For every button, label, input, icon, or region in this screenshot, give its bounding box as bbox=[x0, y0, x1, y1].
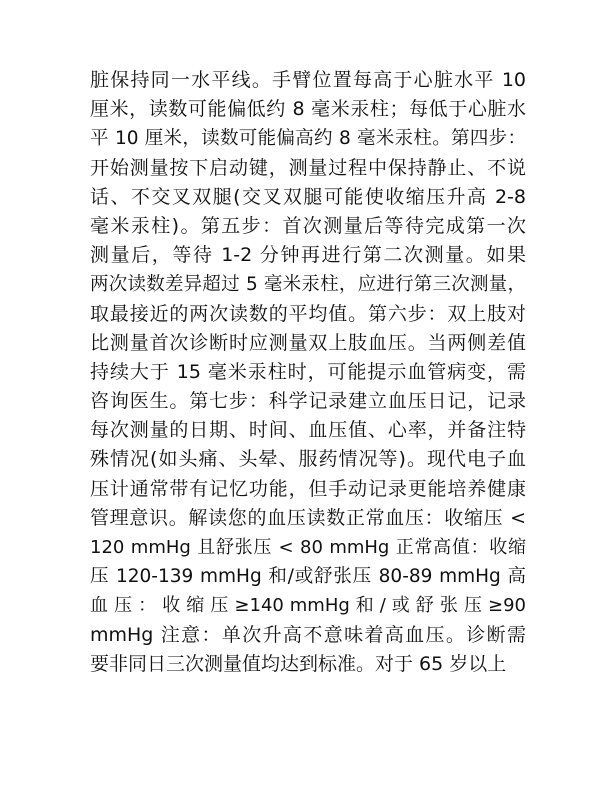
text-line: 持续大于 15 毫米汞柱时，可能提示血管病变，需 bbox=[90, 360, 526, 383]
text-line: 压计通常带有记忆功能，但手动记录更能培养健康 bbox=[90, 477, 526, 500]
text-line: 咨询医生。第七步：科学记录建立血压日记，记录 bbox=[90, 390, 526, 413]
text-line: 厘米，读数可能偏低约 8 毫米汞柱；每低于心脏水 bbox=[90, 98, 526, 121]
text-line: 取最接近的两次读数的平均值。第六步：双上肢对 bbox=[90, 302, 526, 325]
text-line: 管理意识。解读您的血压读数正常血压：收缩压 < bbox=[90, 506, 526, 529]
text-line: 要非同日三次测量值均达到标准。对于 65 岁以上 bbox=[90, 652, 507, 675]
text-line: 压 120-139 mmHg 和/或舒张压 80-89 mmHg 高 bbox=[90, 566, 526, 588]
text-line: 开始测量按下启动键，测量过程中保持静止、不说 bbox=[90, 156, 526, 179]
text-line: 毫米汞柱)。第五步：首次测量后等待完成第一次 bbox=[90, 214, 526, 237]
text-line: 脏保持同一水平线。手臂位置每高于心脏水平 10 bbox=[90, 69, 526, 91]
text-line: 每次测量的日期、时间、血压值、心率，并备注特 bbox=[90, 419, 526, 442]
text-line: 比测量首次诊断时应测量双上肢血压。当两侧差值 bbox=[90, 331, 526, 354]
body-text bbox=[90, 66, 526, 679]
text-line: 话、不交叉双腿(交叉双腿可能使收缩压升高 2-8 bbox=[90, 185, 526, 208]
text-line: 120 mmHg 且舒张压 < 80 mmHg 正常高值：收缩 bbox=[90, 537, 526, 558]
text-line: 两次读数差异超过 5 毫米汞柱，应进行第三次测量， bbox=[90, 274, 526, 296]
text-line: mmHg 注意：单次升高不意味着高血压。诊断需 bbox=[90, 623, 526, 646]
text-line: 殊情况(如头痛、头晕、服药情况等)。现代电子血 bbox=[90, 448, 526, 471]
text-line: 测量后，等待 1-2 分钟再进行第二次测量。如果 bbox=[90, 244, 526, 267]
text-line: 血 压 ： 收 缩 压 ≥140 mmHg 和 / 或 舒 张 压 ≥90 bbox=[90, 595, 526, 617]
text-line: 平 10 厘米，读数可能偏高约 8 毫米汞柱。第四步： bbox=[90, 128, 526, 150]
